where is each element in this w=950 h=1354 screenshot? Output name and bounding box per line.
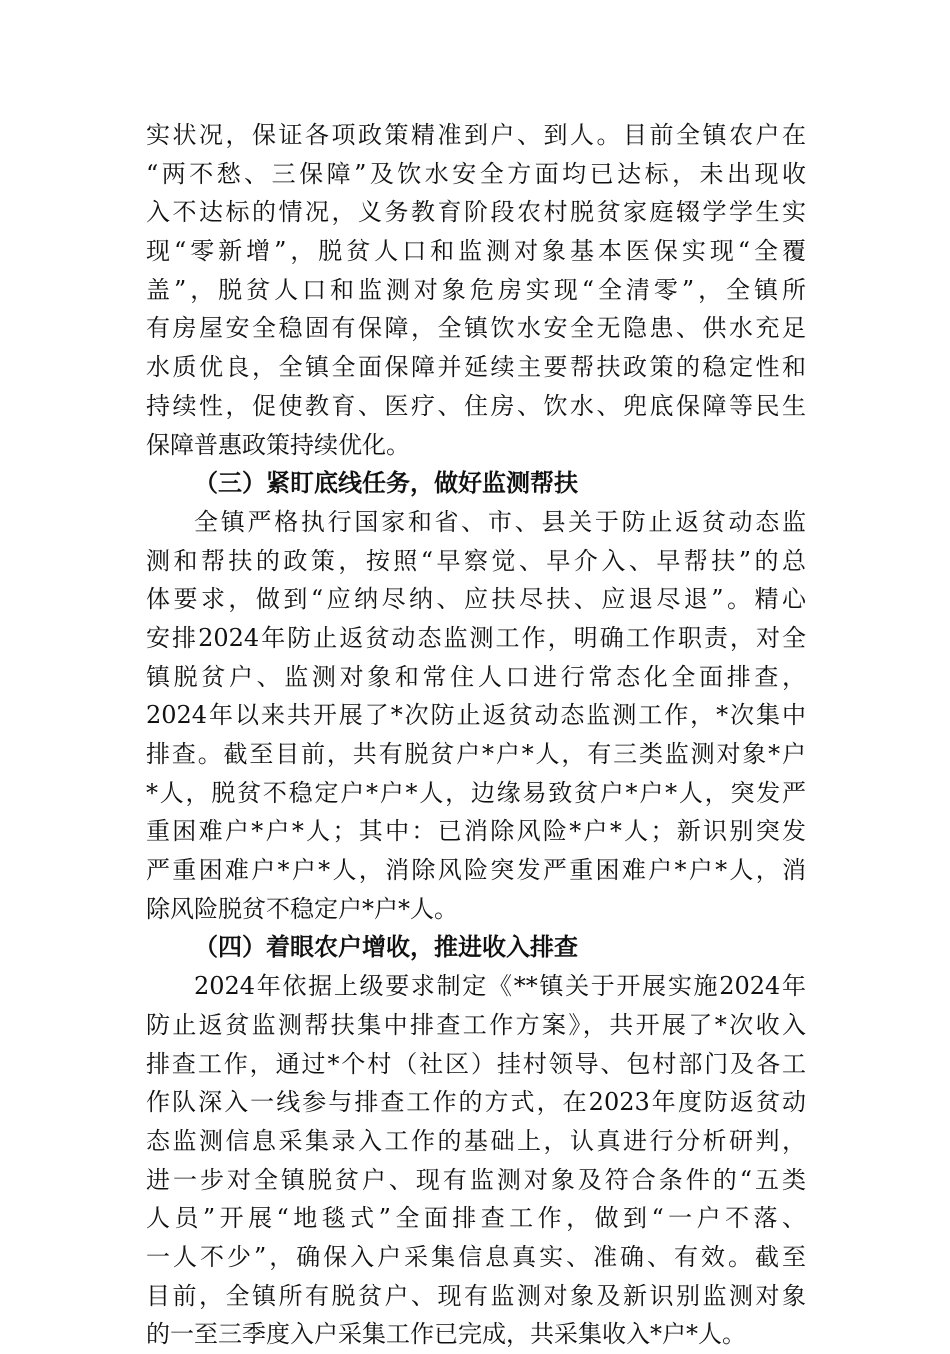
paragraph-line: 测和帮扶的政策，按照“早察觉、早介入、早帮扶”的总 bbox=[146, 546, 806, 575]
paragraph-line: 有房屋安全稳固有保障，全镇饮水安全无隐患、供水充足 bbox=[146, 314, 806, 343]
paragraph-line: 镇脱贫户、监测对象和常住人口进行常态化全面排查， bbox=[146, 662, 806, 691]
paragraph-line: 现“零新增”，脱贫人口和监测对象基本医保实现“全覆 bbox=[146, 237, 806, 266]
paragraph-line: 目前，全镇所有脱贫户、现有监测对象及新识别监测对象 bbox=[146, 1281, 806, 1310]
document-body bbox=[146, 116, 806, 1354]
paragraph-line: 防止返贫监测帮扶集中排查工作方案》，共开展了*次收入 bbox=[146, 1010, 806, 1039]
paragraph-line: “两不愁、三保障”及饮水安全方面均已达标，未出现收 bbox=[146, 159, 806, 188]
paragraph-line: 除风险脱贫不稳定户*户*人。 bbox=[146, 894, 458, 923]
paragraph-line: 入不达标的情况，义务教育阶段农村脱贫家庭辍学学生实 bbox=[146, 198, 806, 227]
paragraph-line: 水质优良，全镇全面保障并延续主要帮扶政策的稳定性和 bbox=[146, 353, 806, 382]
paragraph-line: 排查工作，通过*个村（社区）挂村领导、包村部门及各工 bbox=[146, 1049, 806, 1078]
paragraph-line: 进一步对全镇脱贫户、现有监测对象及符合条件的“五类 bbox=[146, 1165, 806, 1194]
paragraph-line: 2024年以来共开展了*次防止返贫动态监测工作，*次集中 bbox=[146, 701, 806, 730]
paragraph-line: 体要求，做到“应纳尽纳、应扶尽扶、应退尽退”。精心 bbox=[146, 585, 806, 614]
paragraph-line: 重困难户*户*人；其中：已消除风险*户*人；新识别突发 bbox=[146, 817, 806, 846]
paragraph-line: 持续性，促使教育、医疗、住房、饮水、兜底保障等民生 bbox=[146, 391, 806, 420]
paragraph-line: 排查。截至目前，共有脱贫户*户*人，有三类监测对象*户 bbox=[146, 740, 806, 768]
paragraph-line: 态监测信息采集录入工作的基础上，认真进行分析研判， bbox=[146, 1126, 806, 1155]
paragraph-line: 人员”开展“地毯式”全面排查工作，做到“一户不落、 bbox=[146, 1204, 806, 1233]
section-heading-3: （三）紧盯底线任务，做好监测帮扶 bbox=[194, 468, 578, 498]
paragraph-line: 全镇严格执行国家和省、市、县关于防止返贫动态监 bbox=[194, 507, 806, 536]
section-heading-4: （四）着眼农户增收，推进收入排查 bbox=[194, 932, 578, 962]
paragraph-line: 作队深入一线参与排查工作的方式，在2023年度防返贫动 bbox=[146, 1088, 806, 1117]
paragraph-line: *人，脱贫不稳定户*户*人，边缘易致贫户*户*人，突发严 bbox=[146, 778, 806, 807]
paragraph-line: 的一至三季度入户采集工作已完成，共采集收入*户*人。 bbox=[146, 1320, 746, 1349]
paragraph-line: 盖”，脱贫人口和监测对象危房实现“全清零”，全镇所 bbox=[146, 275, 806, 304]
paragraph-line: 2024年依据上级要求制定《**镇关于开展实施2024年 bbox=[194, 972, 806, 1001]
paragraph-line: 保障普惠政策持续优化。 bbox=[146, 430, 410, 459]
paragraph-line: 严重困难户*户*人，消除风险突发严重困难户*户*人，消 bbox=[146, 856, 806, 885]
paragraph-line: 一人不少”，确保入户采集信息真实、准确、有效。截至 bbox=[146, 1242, 806, 1271]
paragraph-line: 安排2024年防止返贫动态监测工作，明确工作职责，对全 bbox=[146, 623, 806, 652]
paragraph-line: 实状况，保证各项政策精准到户、到人。目前全镇农户在 bbox=[146, 121, 806, 149]
